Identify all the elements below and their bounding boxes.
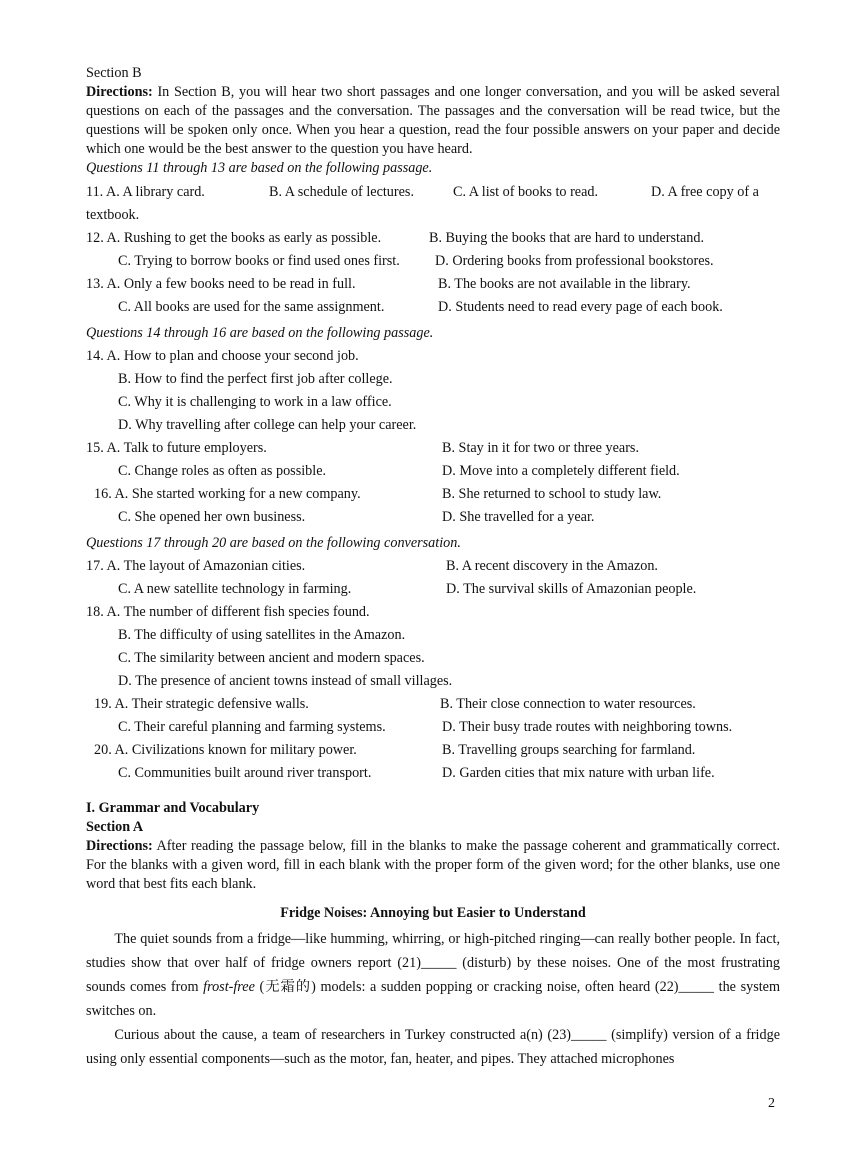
- option-d-continued: textbook.: [86, 207, 140, 223]
- question-14-d: [86, 414, 780, 437]
- question-11: [86, 181, 780, 204]
- option-b: B. Buying the books that are hard to understand.: [429, 230, 705, 246]
- group-heading-2: [86, 322, 780, 345]
- section-b-directions: [86, 83, 780, 159]
- part-i-title: [86, 799, 780, 818]
- option-a: 17. A. The layout of Amazonian cities.: [86, 558, 306, 574]
- option-a: 16. A. She started working for a new company.: [94, 486, 361, 502]
- option-c: C. All books are used for the same assignment.: [118, 299, 385, 315]
- group-heading-1: [86, 159, 780, 178]
- option-b: B. How to find the perfect first job after college.: [118, 371, 393, 387]
- option-c: C. A list of books to read.: [453, 184, 599, 200]
- question-12: [86, 227, 780, 250]
- option-d: D. The presence of ancient towns instead of small villages.: [118, 673, 453, 689]
- option-a: 19. A. Their strategic defensive walls.: [94, 696, 309, 712]
- option-a: 18. A. The number of different fish species found.: [86, 604, 370, 620]
- question-14: [86, 345, 780, 368]
- question-16: [86, 483, 780, 506]
- option-d: D. Their busy trade routes with neighboring towns.: [442, 719, 733, 735]
- question-19-row2: [86, 716, 780, 739]
- option-b: B. The difficulty of using satellites in the Amazon.: [118, 627, 406, 643]
- paragraph-1-text-a: The quiet sounds from a fridge—like humming, whirring, or high-pitched ringing—can really bother people. In fact, studies show that over half of fridge owners report (21)_____ (disturb) by these noises. One of the most frustrating sounds comes from: [86, 931, 780, 995]
- option-c: C. The similarity between ancient and modern spaces.: [118, 650, 425, 666]
- option-c: C. Their careful planning and farming systems.: [118, 719, 386, 735]
- section-b-title: Section B: [86, 65, 142, 81]
- option-a: 11. A. A library card.: [86, 184, 205, 200]
- option-b: B. She returned to school to study law.: [442, 486, 662, 502]
- part-i-title-text: I. Grammar and Vocabulary: [86, 800, 260, 816]
- question-19: [86, 693, 780, 716]
- passage-paragraph-1: [86, 927, 780, 1023]
- passage-title: [86, 904, 780, 923]
- question-18: [86, 601, 780, 624]
- directions-text: In Section B, you will hear two short passages and one longer conversation, and you will be asked several questions on each of the passages and the conversation. The passages and the conversation will be read twice, but the questions will be spoken only once. When you hear a question, read the four possible answers on your paper and decide which one would be the best answer to the question you have heard.: [86, 84, 780, 157]
- option-d: D. Students need to read every page of each book.: [438, 299, 723, 315]
- directions-label: Directions:: [86, 84, 153, 100]
- option-b: B. Travelling groups searching for farmland.: [442, 742, 696, 758]
- paragraph-2-text: Curious about the cause, a team of researchers in Turkey constructed a(n) (23)_____ (simplify) version of a fridge using only essential components—such as the motor, fan, heater, and pipes. They attached microphones: [86, 1027, 780, 1067]
- page-number: 2: [768, 1096, 775, 1111]
- section-a-title-text: Section A: [86, 819, 144, 835]
- option-b: B. Their close connection to water resources.: [440, 696, 696, 712]
- option-a: 15. A. Talk to future employers.: [86, 440, 267, 456]
- group-heading-3-text: Questions 17 through 20 are based on the following conversation.: [86, 535, 461, 551]
- option-b: B. A recent discovery in the Amazon.: [446, 558, 658, 574]
- passage-title-text: Fridge Noises: Annoying but Easier to Understand: [280, 905, 586, 921]
- question-11-continued: [86, 204, 780, 227]
- question-18-b: [86, 624, 780, 647]
- question-17-row2: [86, 578, 780, 601]
- option-b: B. The books are not available in the library.: [438, 276, 691, 292]
- question-15: [86, 437, 780, 460]
- paragraph-1-italic: frost-free: [203, 979, 255, 995]
- option-a: 14. A. How to plan and choose your second job.: [86, 348, 359, 364]
- option-d: D. She travelled for a year.: [442, 509, 595, 525]
- question-18-d: [86, 670, 780, 693]
- option-d: D. The survival skills of Amazonian people.: [446, 581, 697, 597]
- question-16-row2: [86, 506, 780, 529]
- question-17: [86, 555, 780, 578]
- option-b: B. A schedule of lectures.: [269, 184, 414, 200]
- section-a-directions: [86, 837, 780, 894]
- option-c: C. Trying to borrow books or find used ones first.: [118, 253, 400, 269]
- directions-text: After reading the passage below, fill in the blanks to make the passage coherent and grammatically correct. For the blanks with a given word, fill in each blank with the proper form of the given word; for the other blanks, use one word that best fits each blank.: [86, 838, 780, 892]
- directions-label: Directions:: [86, 838, 153, 854]
- option-a: 20. A. Civilizations known for military power.: [94, 742, 357, 758]
- question-14-b: [86, 368, 780, 391]
- passage-paragraph-2: [86, 1023, 780, 1071]
- option-a: 12. A. Rushing to get the books as early as possible.: [86, 230, 382, 246]
- paragraph-1-text-b: (无霜的) models: a sudden popping or cracking noise, often heard (22)_____ the system switches on.: [86, 979, 780, 1019]
- group-heading-2-text: Questions 14 through 16 are based on the following passage.: [86, 325, 434, 341]
- question-20: [86, 739, 780, 762]
- section-a-title: [86, 818, 780, 837]
- exam-page: [86, 64, 780, 1071]
- option-c: C. Communities built around river transport.: [118, 765, 372, 781]
- question-13: [86, 273, 780, 296]
- question-13-row2: [86, 296, 780, 319]
- option-d: D. A free copy of a: [651, 184, 759, 200]
- option-b: B. Stay in it for two or three years.: [442, 440, 640, 456]
- question-12-row2: [86, 250, 780, 273]
- question-18-c: [86, 647, 780, 670]
- question-14-c: [86, 391, 780, 414]
- group-heading-3: [86, 532, 780, 555]
- option-d: D. Why travelling after college can help your career.: [118, 417, 417, 433]
- option-c: C. A new satellite technology in farming.: [118, 581, 352, 597]
- option-d: D. Move into a completely different field.: [442, 463, 680, 479]
- option-d: D. Garden cities that mix nature with urban life.: [442, 765, 715, 781]
- option-a: 13. A. Only a few books need to be read in full.: [86, 276, 356, 292]
- option-c: C. Why it is challenging to work in a law office.: [118, 394, 392, 410]
- question-15-row2: [86, 460, 780, 483]
- question-20-row2: [86, 762, 780, 785]
- option-d: D. Ordering books from professional bookstores.: [435, 253, 714, 269]
- option-c: C. She opened her own business.: [118, 509, 306, 525]
- group-heading-1-text: Questions 11 through 13 are based on the following passage.: [86, 160, 433, 176]
- option-c: C. Change roles as often as possible.: [118, 463, 327, 479]
